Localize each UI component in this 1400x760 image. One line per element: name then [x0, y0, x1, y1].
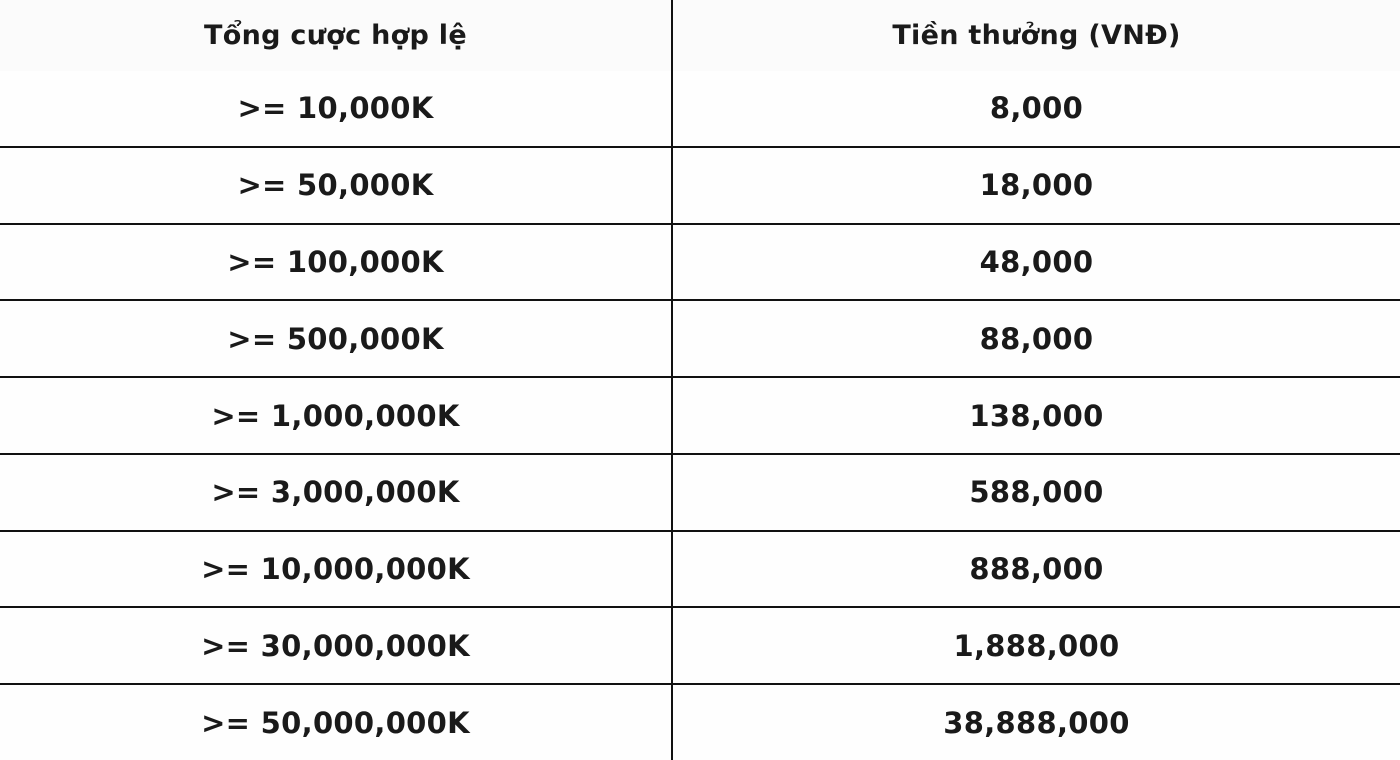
bonus-amount-cell: 88,000 [979, 321, 1094, 356]
bonus-amount-cell: 888,000 [969, 552, 1104, 587]
table-row [0, 530, 1400, 607]
bet-threshold-cell: >= 50,000K [0, 148, 673, 223]
bet-threshold-cell: >= 100,000K [0, 225, 673, 300]
table-row [0, 376, 1400, 453]
table-row [0, 606, 1400, 683]
bonus-amount-cell: 1,888,000 [953, 628, 1120, 663]
bonus-amount-cell: 48,000 [979, 244, 1094, 279]
bonus-amount-cell: 588,000 [969, 475, 1104, 510]
table-row [0, 146, 1400, 223]
table-row [0, 299, 1400, 376]
table-header-row [0, 0, 1400, 71]
bet-threshold-cell: >= 1,000,000K [0, 378, 673, 453]
bonus-amount-cell: 8,000 [989, 91, 1084, 126]
header-bonus-vnd: Tiền thưởng (VNĐ) [892, 20, 1181, 51]
bet-threshold-cell: >= 3,000,000K [0, 455, 673, 530]
bonus-amount-cell: 38,888,000 [943, 705, 1130, 740]
bet-threshold-cell: >= 50,000,000K [0, 685, 673, 760]
bet-threshold-cell: >= 10,000K [0, 71, 673, 146]
table-row [0, 683, 1400, 760]
table-row [0, 71, 1400, 146]
bet-threshold-cell: >= 500,000K [0, 301, 673, 376]
header-valid-bets: Tổng cược hợp lệ [0, 0, 673, 71]
bonus-amount-cell: 18,000 [979, 168, 1094, 203]
bet-threshold-cell: >= 30,000,000K [0, 608, 673, 683]
bonus-amount-cell: 138,000 [969, 398, 1104, 433]
bet-threshold-cell: >= 10,000,000K [0, 532, 673, 607]
table-row [0, 453, 1400, 530]
table-row [0, 223, 1400, 300]
